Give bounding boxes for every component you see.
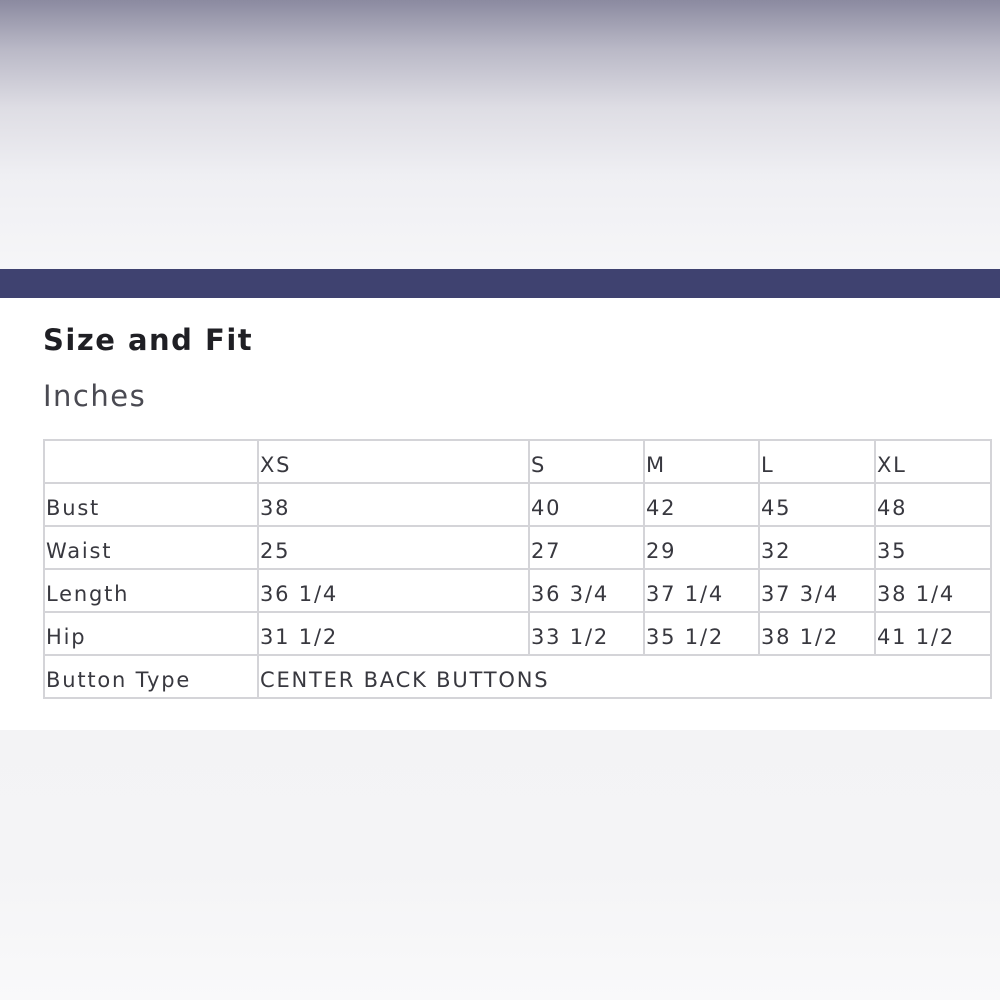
table-cell: 37 3/4 <box>760 570 876 613</box>
top-shade <box>0 0 1000 270</box>
table-cell: 37 1/4 <box>645 570 760 613</box>
table-cell: 45 <box>760 484 876 527</box>
table-cell: 33 1/2 <box>530 613 645 656</box>
button-type-value: CENTER BACK BUTTONS <box>259 656 992 699</box>
table-cell: 36 3/4 <box>530 570 645 613</box>
size-chart-table <box>43 439 992 699</box>
row-label: Waist <box>45 527 259 570</box>
header-cell-s: S <box>530 441 645 484</box>
table-cell: 29 <box>645 527 760 570</box>
header-cell-m: M <box>645 441 760 484</box>
table-cell: 25 <box>259 527 530 570</box>
table-cell: 48 <box>876 484 992 527</box>
table-cell: 35 <box>876 527 992 570</box>
row-label: Button Type <box>45 656 259 699</box>
table-cell: 35 1/2 <box>645 613 760 656</box>
table-row-button-type <box>45 656 992 699</box>
bottom-shade <box>0 730 1000 1000</box>
row-label: Hip <box>45 613 259 656</box>
row-label: Bust <box>45 484 259 527</box>
table-cell: 40 <box>530 484 645 527</box>
header-cell-empty <box>45 441 259 484</box>
unit-label: Inches <box>43 379 147 413</box>
table-cell: 42 <box>645 484 760 527</box>
table-cell: 36 1/4 <box>259 570 530 613</box>
table-row-hip <box>45 613 992 656</box>
header-cell-xs: XS <box>259 441 530 484</box>
accent-bar <box>0 269 1000 298</box>
table-cell: 31 1/2 <box>259 613 530 656</box>
table-header-row <box>45 441 992 484</box>
table-row-bust <box>45 484 992 527</box>
table-cell: 32 <box>760 527 876 570</box>
table-cell: 41 1/2 <box>876 613 992 656</box>
row-label: Length <box>45 570 259 613</box>
table-row-waist <box>45 527 992 570</box>
table-cell: 38 1/2 <box>760 613 876 656</box>
table-cell: 38 <box>259 484 530 527</box>
section-title: Size and Fit <box>43 323 254 357</box>
table-cell: 27 <box>530 527 645 570</box>
table-cell: 38 1/4 <box>876 570 992 613</box>
table-row-length <box>45 570 992 613</box>
header-cell-xl: XL <box>876 441 992 484</box>
header-cell-l: L <box>760 441 876 484</box>
